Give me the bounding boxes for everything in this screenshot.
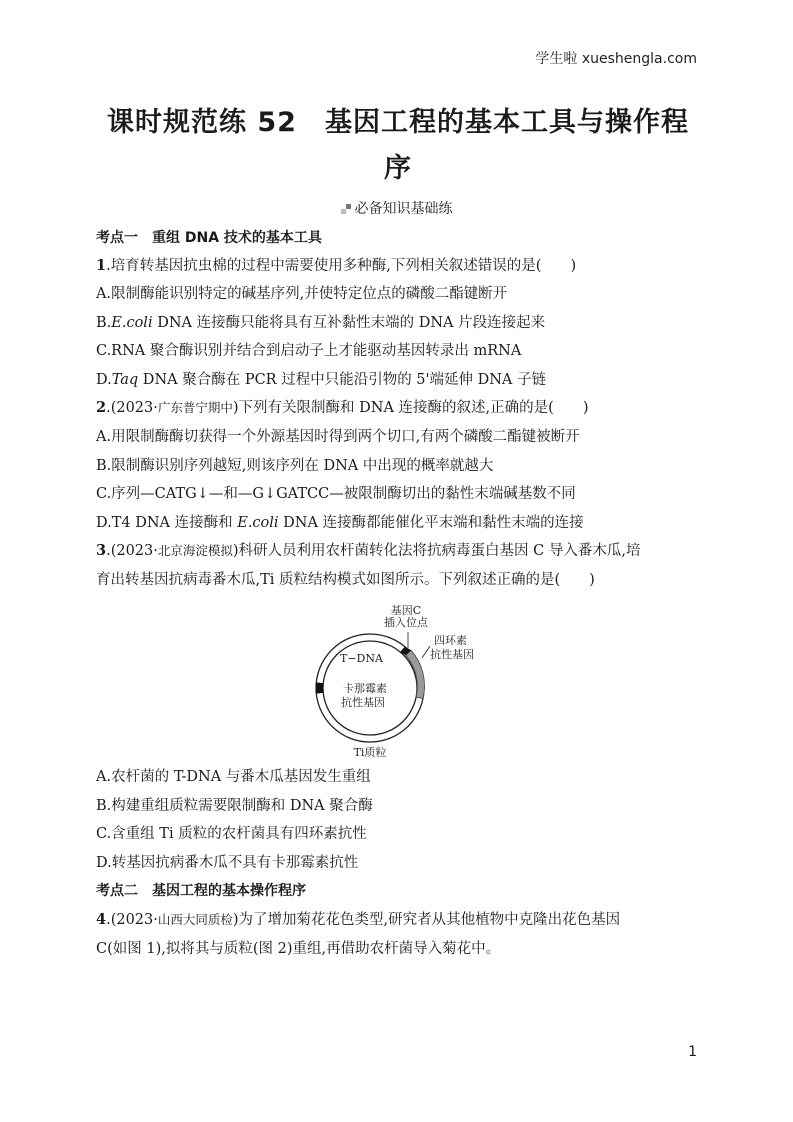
year-prefix: .(2023·: [106, 912, 158, 928]
section-heading-2: 考点二 基因工程的基本操作程序: [96, 883, 306, 899]
gene-c-label: 基因C: [390, 604, 422, 617]
section-heading-1: 考点一 重组 DNA 技术的基本工具: [96, 230, 322, 246]
question-2-option-a: A.用限制酶酶切获得一个外源基因时得到两个切口,有两个磷酸二酯键被断开: [96, 429, 580, 445]
question-source: 广东普宁期中: [157, 400, 233, 415]
insertion-site-label: 插入位点: [384, 616, 428, 629]
question-2-stem: [96, 398, 706, 418]
question-3-option-b: B.构建重组质粒需要限制酶和 DNA 聚合酶: [96, 798, 373, 814]
question-2-option-b: B.限制酶识别序列越短,则该序列在 DNA 中出现的概率就越大: [96, 458, 494, 474]
option-text: DNA 连接酶只能将具有互补黏性末端的 DNA 片段连接起来: [152, 315, 546, 331]
question-1-option-a: A.限制酶能识别特定的碱基序列,并使特定位点的磷酸二酯键断开: [96, 286, 508, 302]
title-line-2: 序: [384, 153, 412, 184]
section-mark-icon: [341, 204, 351, 214]
question-number: 1: [96, 257, 107, 274]
question-source: 北京海淀模拟: [157, 543, 233, 558]
tetracycline-gene-label: 抗性基因: [430, 648, 474, 661]
question-number: 2: [96, 399, 107, 416]
question-3-stem-line-1: [96, 541, 706, 561]
question-4-stem-line-1: [96, 910, 706, 930]
page-title: [96, 100, 700, 192]
kanamycin-gene-label: 抗性基因: [341, 696, 385, 709]
question-3-option-a: A.农杆菌的 T-DNA 与番木瓜基因发生重组: [96, 769, 371, 785]
subtitle-text: 必备知识基础练: [354, 201, 453, 217]
subtitle: [0, 198, 793, 218]
site-watermark: 学生啦 xueshengla.com: [535, 51, 697, 67]
question-text: )下列有关限制酶和 DNA 连接酶的叙述,正确的是( ): [232, 400, 589, 416]
option-text: DNA 聚合酶在 PCR 过程中只能沿引物的 5'端延伸 DNA 子链: [138, 372, 547, 388]
question-3-stem-line-2: 育出转基因抗病毒番木瓜,Ti 质粒结构模式如图所示。下列叙述正确的是( ): [96, 572, 595, 588]
kanamycin-resistance-gene-segment: [316, 682, 324, 693]
question-number: 3: [96, 542, 107, 559]
option-prefix: D.T4 DNA 连接酶和: [96, 515, 238, 531]
figure-caption: Ti质粒: [353, 746, 387, 759]
question-3-option-c: C.含重组 Ti 质粒的农杆菌具有四环素抗性: [96, 826, 367, 842]
question-number: 4: [96, 911, 107, 928]
option-prefix: B.: [96, 315, 112, 331]
year-prefix: .(2023·: [106, 400, 158, 416]
tetracycline-label: 四环素: [434, 634, 467, 647]
question-1-option-b: [96, 313, 706, 333]
enzyme-name: Taq: [111, 372, 139, 388]
question-text: )为了增加菊花花色类型,研究者从其他植物中克隆出花色基因: [232, 912, 621, 928]
question-4-stem-line-2: C(如图 1),拟将其与质粒(图 2)重组,再借助农杆菌导入菊花中。: [96, 941, 501, 957]
question-2-option-d: [96, 513, 706, 533]
question-1-option-d: [96, 370, 706, 390]
option-prefix: D.: [96, 372, 112, 388]
question-text: )科研人员利用农杆菌转化法将抗病毒蛋白基因 C 导入番木瓜,培: [232, 543, 641, 559]
tdna-label: T−DNA: [340, 652, 383, 665]
question-3-option-d: D.转基因抗病番木瓜不具有卡那霉素抗性: [96, 855, 359, 871]
question-text: .培育转基因抗虫棉的过程中需要使用多种酶,下列相关叙述错误的是( ): [106, 258, 577, 274]
year-prefix: .(2023·: [106, 543, 158, 559]
option-text: DNA 连接酶都能催化平末端和黏性末端的连接: [278, 515, 584, 531]
page-number: 1: [688, 1044, 697, 1060]
species-name: E.coli: [111, 315, 153, 331]
species-name: E.coli: [237, 515, 279, 531]
ti-plasmid-diagram: [300, 600, 500, 760]
question-source: 山西大同质检: [157, 912, 233, 927]
title-line-1: 课时规范练 52 基因工程的基本工具与操作程: [107, 107, 689, 138]
tetracycline-pointer: [422, 646, 430, 658]
kanamycin-label: 卡那霉素: [343, 682, 387, 695]
question-1-option-c: C.RNA 聚合酶识别并结合到启动子上才能驱动基因转录出 mRNA: [96, 343, 522, 359]
question-2-option-c: C.序列—CATG↓—和—G↓GATCC—被限制酶切出的黏性末端碱基数不同: [96, 486, 576, 502]
question-1-stem: [96, 256, 706, 276]
